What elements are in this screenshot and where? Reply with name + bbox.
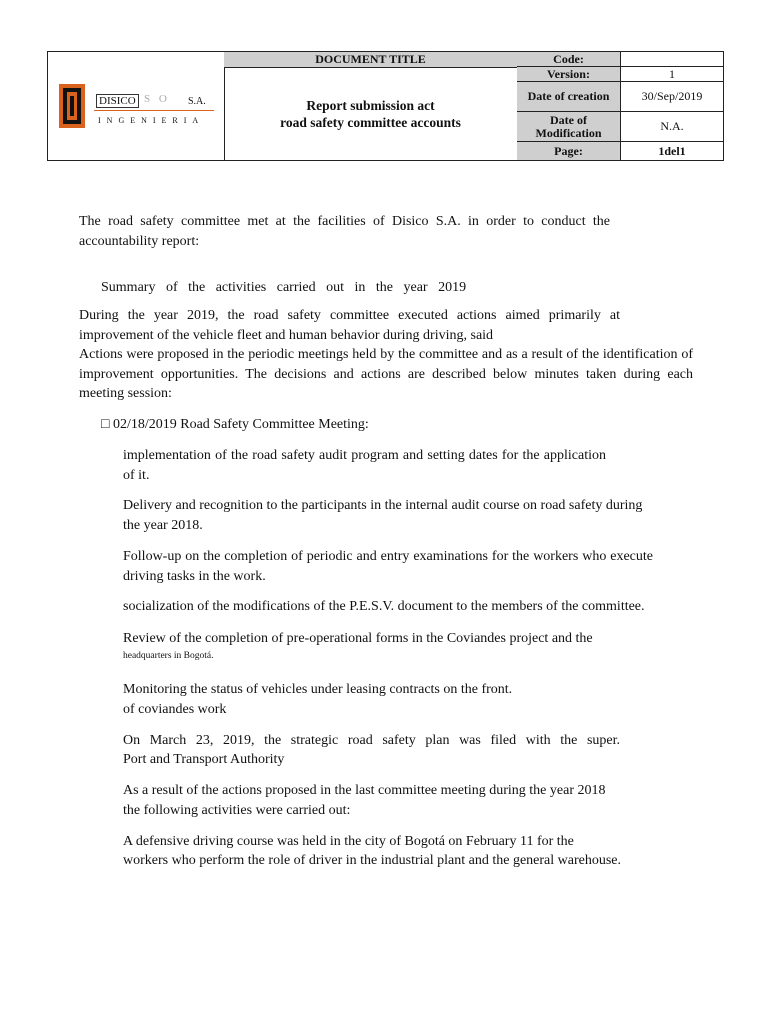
logo-name-ghost: S O	[144, 93, 170, 105]
list-item: A defensive driving course was held in the city of Bogotá on February 11 for the	[123, 834, 574, 849]
document-meta	[517, 52, 723, 160]
document-title-label: DOCUMENT TITLE	[224, 52, 517, 68]
document-header-table	[47, 51, 724, 161]
logo-divider	[94, 110, 214, 111]
meta-value	[621, 52, 723, 66]
meta-row-code	[517, 52, 723, 67]
list-item: socialization of the modifications of the P.E.S.V. document to the members of the committee.	[123, 599, 645, 614]
document-title	[224, 68, 517, 160]
meta-key: Code:	[517, 52, 621, 66]
paragraph-2: Actions were proposed in the periodic meetings held by the committee and as a result of the identification of improvement opportunities. The decisions and actions are described below minutes taken during each meeting session:	[79, 347, 693, 401]
title-line-1: Report submission act	[306, 98, 435, 113]
meta-key: Date of creation	[517, 82, 621, 111]
list-item: On March 23, 2019, the strategic road safety plan was filed with the super.	[123, 733, 620, 748]
title-line-2: road safety committee accounts	[280, 115, 461, 130]
list-item: the following activities were carried out:	[123, 803, 351, 818]
list-item: implementation of the road safety audit program and setting dates for the application of it.	[123, 448, 606, 483]
meta-key: Page:	[517, 142, 621, 160]
list-item: Monitoring the status of vehicles under leasing contracts on the front.	[123, 682, 513, 697]
meeting-bullet: □ 02/18/2019 Road Safety Committee Meeting:	[101, 417, 369, 432]
logo-sa: S.A.	[188, 96, 206, 107]
paragraph-1: During the year 2019, the road safety committee executed actions aimed primarily at improvement of the vehicle fleet and human behavior during driving, said	[79, 308, 620, 343]
title-cell	[224, 52, 518, 160]
meta-key: Version:	[517, 67, 621, 81]
summary-heading: Summary of the activities carried out in the year 2019	[101, 280, 467, 295]
list-item-small: headquarters in Bogotá.	[123, 651, 214, 661]
meta-value: 1del1	[658, 143, 686, 158]
list-item: Follow-up on the completion of periodic and entry examinations for the workers who execute driving tasks in the work.	[123, 549, 653, 584]
meta-row-version	[517, 67, 723, 82]
meta-row-page	[517, 142, 723, 160]
logo-subtitle: INGENIERIA	[98, 116, 205, 125]
list-item: Delivery and recognition to the participants in the internal audit course on road safety during the year 2018.	[123, 498, 643, 533]
list-item: Port and Transport Authority	[123, 752, 285, 767]
meta-value: N.A.	[660, 119, 684, 133]
list-item: of coviandes work	[123, 702, 227, 717]
list-item: Review of the completion of pre-operational forms in the Coviandes project and the	[123, 631, 593, 646]
intro-paragraph: The road safety committee met at the facilities of Disico S.A. in order to conduct the accountability report:	[79, 214, 610, 249]
list-item: workers who perform the role of driver in the industrial plant and the general warehouse.	[123, 853, 621, 868]
meta-row-creation	[517, 82, 723, 112]
meta-row-modification	[517, 112, 723, 142]
meta-value: 1	[669, 66, 675, 81]
disico-logo-icon	[59, 84, 85, 128]
logo-cell	[48, 52, 225, 160]
list-item: As a result of the actions proposed in the last committee meeting during the year 2018	[123, 783, 606, 798]
meta-value: 30/Sep/2019	[641, 89, 703, 103]
meta-key: Date of Modification	[517, 112, 621, 141]
logo-name: DISICO	[96, 94, 139, 108]
